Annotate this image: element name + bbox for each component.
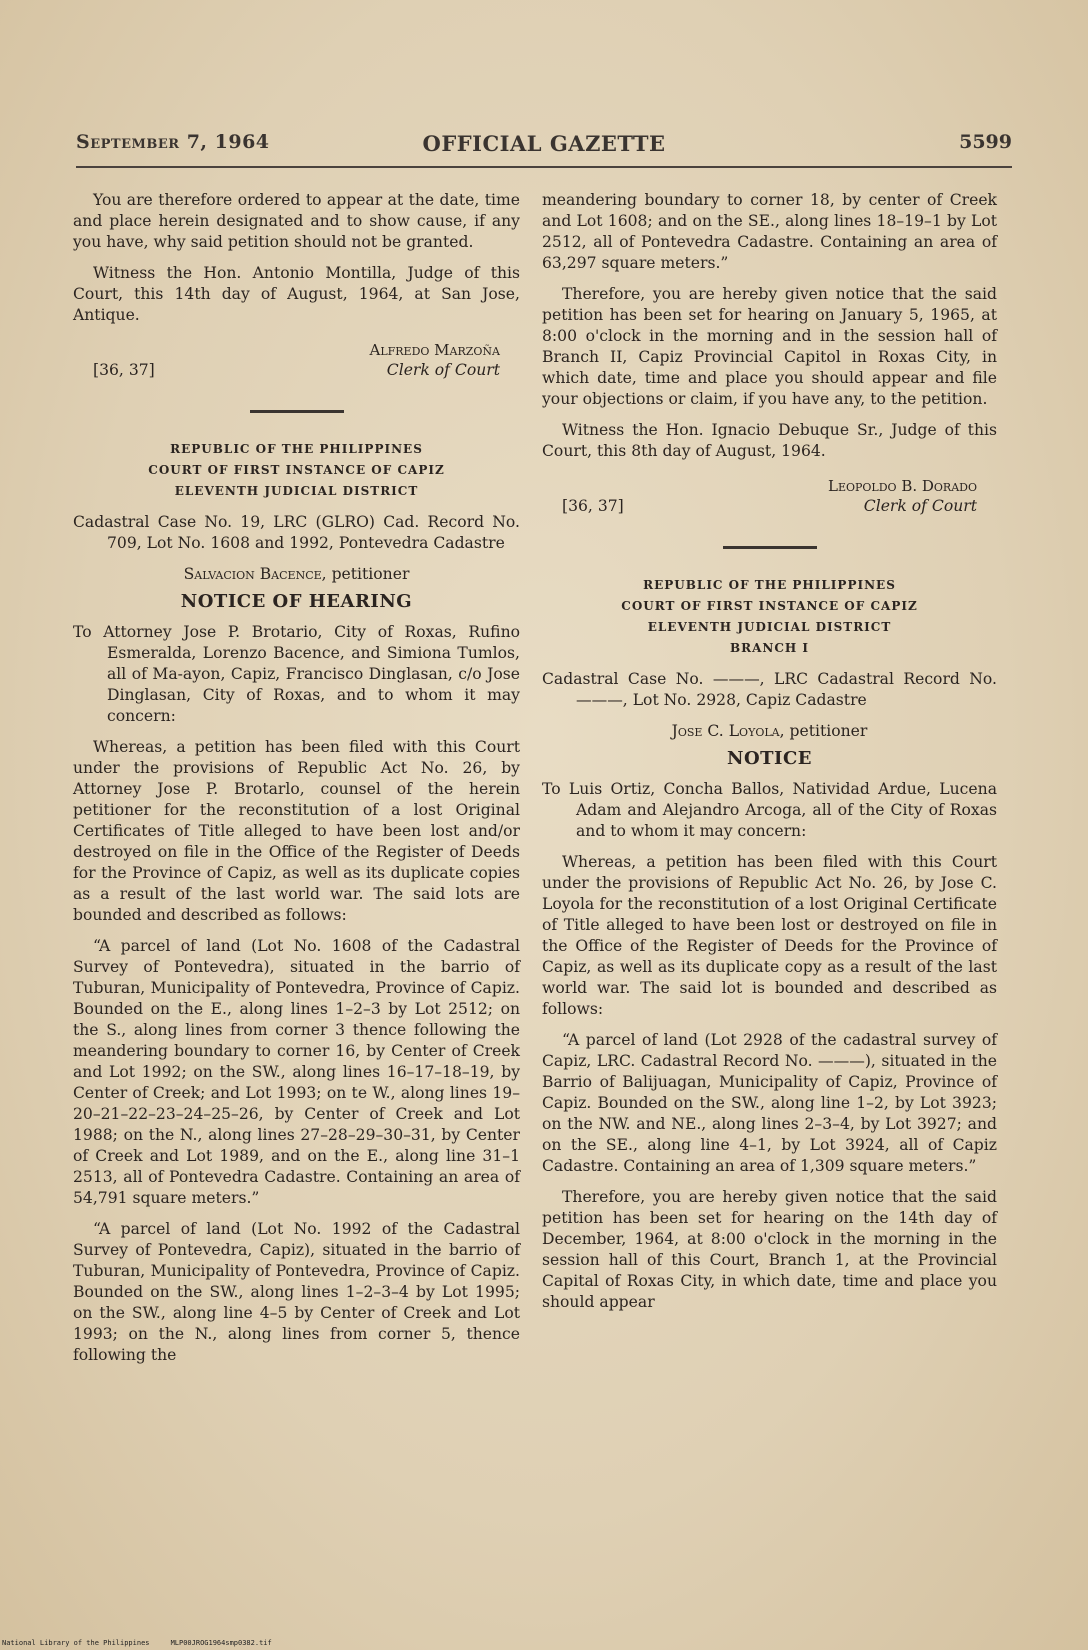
scan-footer: National Library of the Philippines MLP00JROG1964smp0382.tif (2, 1639, 272, 1647)
signature-block (542, 476, 997, 528)
issue-reference: [36, 37] (93, 361, 155, 379)
header-rule (76, 166, 1012, 168)
addressees: To Attorney Jose P. Brotario, City of Roxas, Rufino Esmeralda, Lorenzo Bacence, and Simiona Tumlos, all of Ma-ayon, Capiz, Francisco Dinglasan, c/o Jose Dinglasan, City of Roxas, and to whom it may concern: (73, 623, 520, 725)
paragraph: Therefore, you are hereby given notice that the said petition has been set for hearing on the 14th day of December, 1964, at 8:00 o'clock in the morning in the session hall of this Court, Branch 1, at the Provincial Capital of Roxas City, in which date, time and place you should appear (542, 1188, 997, 1311)
header-publication: OFFICIAL GAZETTE (422, 131, 666, 156)
paragraph: meandering boundary to corner 18, by center of Creek and Lot 1608; and on the SE., along lines 18–19–1 by Lot 2512, all of Pontevedra Cadastre. Containing an area of 63,297 square meters.” (542, 191, 997, 272)
paragraph: “A parcel of land (Lot No. 1992 of the Cadastral Survey of Pontevedra, Capiz), situated in the barrio of Tuburan, Municipality of Pontevedra, Province of Capiz. Bounded on the SW., along lines 1–2–3–4 by Lot 1995; on the SW., along line 4–5 by Center of Creek and Lot 1993; on the N., along lines from corner 5, thence following the (73, 1220, 520, 1364)
heading-line: ELEVENTH JUDICIAL DISTRICT (174, 484, 419, 498)
signatory-title: Clerk of Court (863, 497, 977, 515)
header-page-number: 5599 (959, 131, 1012, 153)
paragraph: Whereas, a petition has been filed with this Court under the provisions of Republic Act No. 26, by Attorney Jose P. Brotarlo, counsel of the herein petitioner for the reconstitution of a lost Original Certificates of Title alleged to have been lost and/or destroyed on file in the Office of the Register of Deeds for the Province of Capiz, as well as its duplicate copies as a result of the last world war. The said lots are bounded and described as follows: (73, 738, 520, 924)
court-heading (542, 575, 997, 659)
heading-line: REPUBLIC OF THE PHILIPPINES (643, 578, 896, 592)
addressees: To Luis Ortiz, Concha Ballos, Natividad Ardue, Lucena Adam and Alejandro Arcoga, all of the City of Roxas and to whom it may concern: (542, 780, 997, 840)
paragraph: “A parcel of land (Lot No. 1608 of the Cadastral Survey of Pontevedra), situated in the barrio of Tuburan, Municipality of Pontevedra, Province of Capiz. Bounded on the E., along lines 1–2–3 by Lot 2512; on the S., along lines from corner 3 thence following the meandering boundary to corner 16, by Center of Creek and Lot 1992; on the SW., along lines 16–17–18–19, by Center of Creek; and Lot 1993; on te W., along lines 19–20–21–22–23–24–25–26, by Center of Creek and Lot 1988; on the N., along lines 27–28–29–30–31, by Center of Creek and Lot 1989, and on the E., along line 31–1 2513, all of Pontevedra Cadastre. Containing an area of 54,791 square meters.” (73, 937, 520, 1207)
heading-line: ELEVENTH JUDICIAL DISTRICT (647, 620, 892, 634)
header-date: September 7, 1964 (76, 131, 270, 153)
notice-title: NOTICE (727, 748, 812, 769)
signatory-name: Leopoldo B. Dorado (827, 477, 977, 495)
paragraph: Therefore, you are hereby given notice that the said petition has been set for hearing on January 5, 1965, at 8:00 o'clock in the morning and in the session hall of Branch II, Capiz Provincial Capitol in Roxas City, in which date, time and place you should appear and file your objections or claim, if you have any, to the petition. (542, 285, 997, 408)
petitioner-label: , petitioner (321, 565, 410, 583)
section-divider (250, 410, 344, 413)
petitioner-line (542, 721, 997, 742)
heading-line: REPUBLIC OF THE PHILIPPINES (170, 442, 423, 456)
section-divider (723, 546, 817, 549)
petitioner-line (73, 564, 520, 585)
left-column (73, 190, 520, 1376)
signatory-name: Alfredo Marzoña (369, 341, 500, 359)
paragraph: “A parcel of land (Lot 2928 of the cadastral survey of Capiz, LRC. Cadastral Record No. ———), situated in the Barrio of Balijuagan, Municipality of Capiz, Province of Capiz. Bounded on the SW., along line 1–2, by Lot 3923; on the NW. and NE., along lines 2–3–4, by Lot 3927; and on the SE., along line 4–1, by Lot 3924, all of Capiz Cadastre. Containing an area of 1,309 square meters.” (542, 1031, 997, 1175)
petitioner-name: Jose C. Loyola (671, 722, 780, 740)
court-heading (73, 439, 520, 502)
right-column (542, 190, 997, 1323)
heading-line: COURT OF FIRST INSTANCE OF CAPIZ (621, 599, 918, 613)
paragraph: Witness the Hon. Antonio Montilla, Judge of this Court, this 14th day of August, 1964, at San Jose, Antique. (73, 264, 520, 324)
signature-block (73, 340, 520, 392)
issue-reference: [36, 37] (562, 497, 624, 515)
heading-line: BRANCH I (729, 641, 810, 655)
paragraph: Witness the Hon. Ignacio Debuque Sr., Judge of this Court, this 8th day of August, 1964. (542, 421, 997, 460)
petitioner-name: Salvacion Bacence (183, 565, 322, 583)
petitioner-label: , petitioner (779, 722, 868, 740)
case-caption: Cadastral Case No. ———, LRC Cadastral Record No. ———, Lot No. 2928, Capiz Cadastre (542, 670, 997, 709)
paragraph: Whereas, a petition has been filed with this Court under the provisions of Republic Act No. 26, by Jose C. Loyola for the reconstitution of a lost Original Certificate of Title alleged to have been lost or destroyed on file in the Office of the Register of Deeds for the Province of Capiz, as well as its duplicate copy as a result of the last world war. The said lot is bounded and described as follows: (542, 853, 997, 1018)
case-caption: Cadastral Case No. 19, LRC (GLRO) Cad. Record No. 709, Lot No. 1608 and 1992, Pontevedra Cadastre (73, 513, 520, 552)
notice-title: NOTICE OF HEARING (180, 591, 413, 612)
paragraph: You are therefore ordered to appear at the date, time and place herein designated and to show cause, if any you have, why said petition should not be granted. (73, 191, 520, 251)
heading-line: COURT OF FIRST INSTANCE OF CAPIZ (148, 463, 445, 477)
page-header (76, 131, 1012, 161)
signatory-title: Clerk of Court (386, 361, 500, 379)
